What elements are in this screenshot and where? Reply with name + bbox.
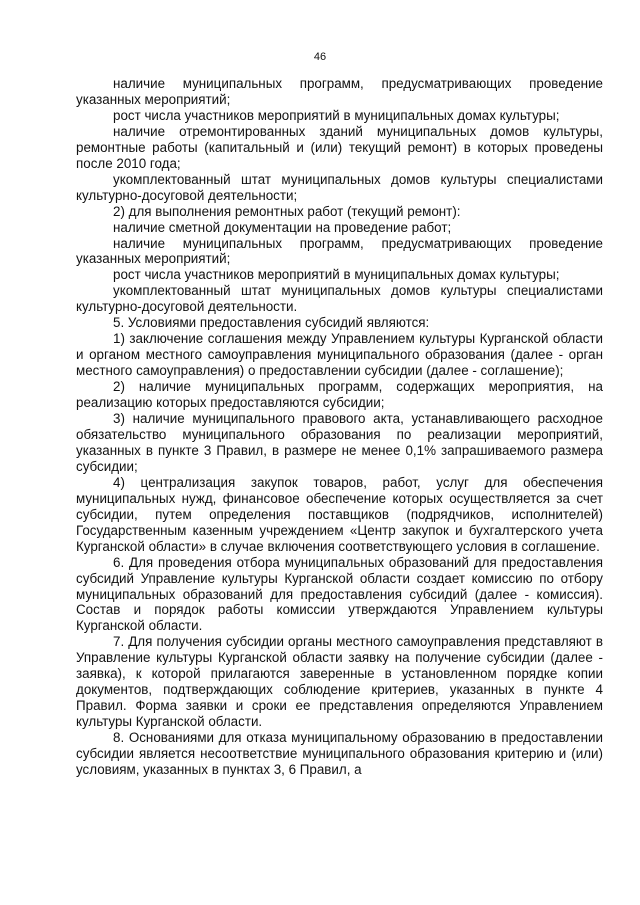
paragraph: укомплектованный штат муниципальных домов культуры специалистами культурно-досуговой деятельности. (76, 283, 603, 315)
paragraph: 7. Для получения субсидии органы местного самоуправления представляют в Управление культуры Курганской области заявку на получение субсидии (далее - заявка), к которой прилагаются заверенные в установленном порядке копии документов, подтверждающих соблюдение критериев, указанных в пункте 4 Правил. Форма заявки и сроки ее представления определяются Управлением культуры Курганской области. (76, 634, 603, 730)
paragraph: рост числа участников мероприятий в муниципальных домах культуры; (113, 267, 560, 283)
paragraph: наличие отремонтированных зданий муниципальных домов культуры, ремонтные работы (капитальный и (или) текущий ремонт) в которых проведены после 2010 года; (76, 123, 603, 171)
paragraph: 2) наличие муниципальных программ, содержащих мероприятия, на реализацию которых предоставляются субсидии; (76, 379, 603, 411)
paragraph: наличие муниципальных программ, предусматривающих проведение указанных мероприятий; (76, 76, 603, 107)
paragraph: 6. Для проведения отбора муниципальных образований для предоставления субсидий Управление культуры Курганской области создает комиссию по отбору муниципальных образований для предоставления субсидий (далее - комиссия). Состав и порядок работы комиссии утверждаются Управлением культуры Курганской области. (76, 554, 603, 634)
paragraph: 2) для выполнения ремонтных работ (текущий ремонт): (113, 203, 461, 219)
paragraph: рост числа участников мероприятий в муниципальных домах культуры; (113, 107, 560, 123)
document-body (76, 76, 603, 778)
paragraph: 5. Условиями предоставления субсидий являются: (113, 315, 430, 331)
paragraph: 1) заключение соглашения между Управлением культуры Курганской области и органом местного самоуправления муниципального образования (далее - орган местного самоуправления) о предоставлении субсидии (далее - соглашение); (76, 331, 603, 379)
page-number: 46 (313, 51, 327, 63)
paragraph: 3) наличие муниципального правового акта, устанавливающего расходное обязательство муниципального образования по реализации мероприятий, указанных в пункте 3 Правил, в размере не менее 0,1% запрашиваемого размера субсидии; (76, 411, 603, 474)
paragraph: укомплектованный штат муниципальных домов культуры специалистами культурно-досуговой деятельности; (76, 171, 603, 203)
paragraph: наличие сметной документации на проведение работ; (113, 219, 452, 235)
paragraph: 4) централизация закупок товаров, работ, услуг для обеспечения муниципальных нужд, финансовое обеспечение которых осуществляется за счет субсидии, путем определения поставщиков (подрядчиков, исполнителей) Государственным казенным учреждением «Центр закупок и бухгалтерского учета Курганской области» в случае включения соответствующего условия в соглашение. (76, 474, 603, 554)
paragraph: 8. Основаниями для отказа муниципальному образованию в предоставлении субсидии является несоответствие муниципального образования критерию и (или) условиям, указанных в пунктах 3, 6 Правил, а (76, 730, 603, 777)
paragraph: наличие муниципальных программ, предусматривающих проведение указанных мероприятий; (76, 235, 603, 267)
